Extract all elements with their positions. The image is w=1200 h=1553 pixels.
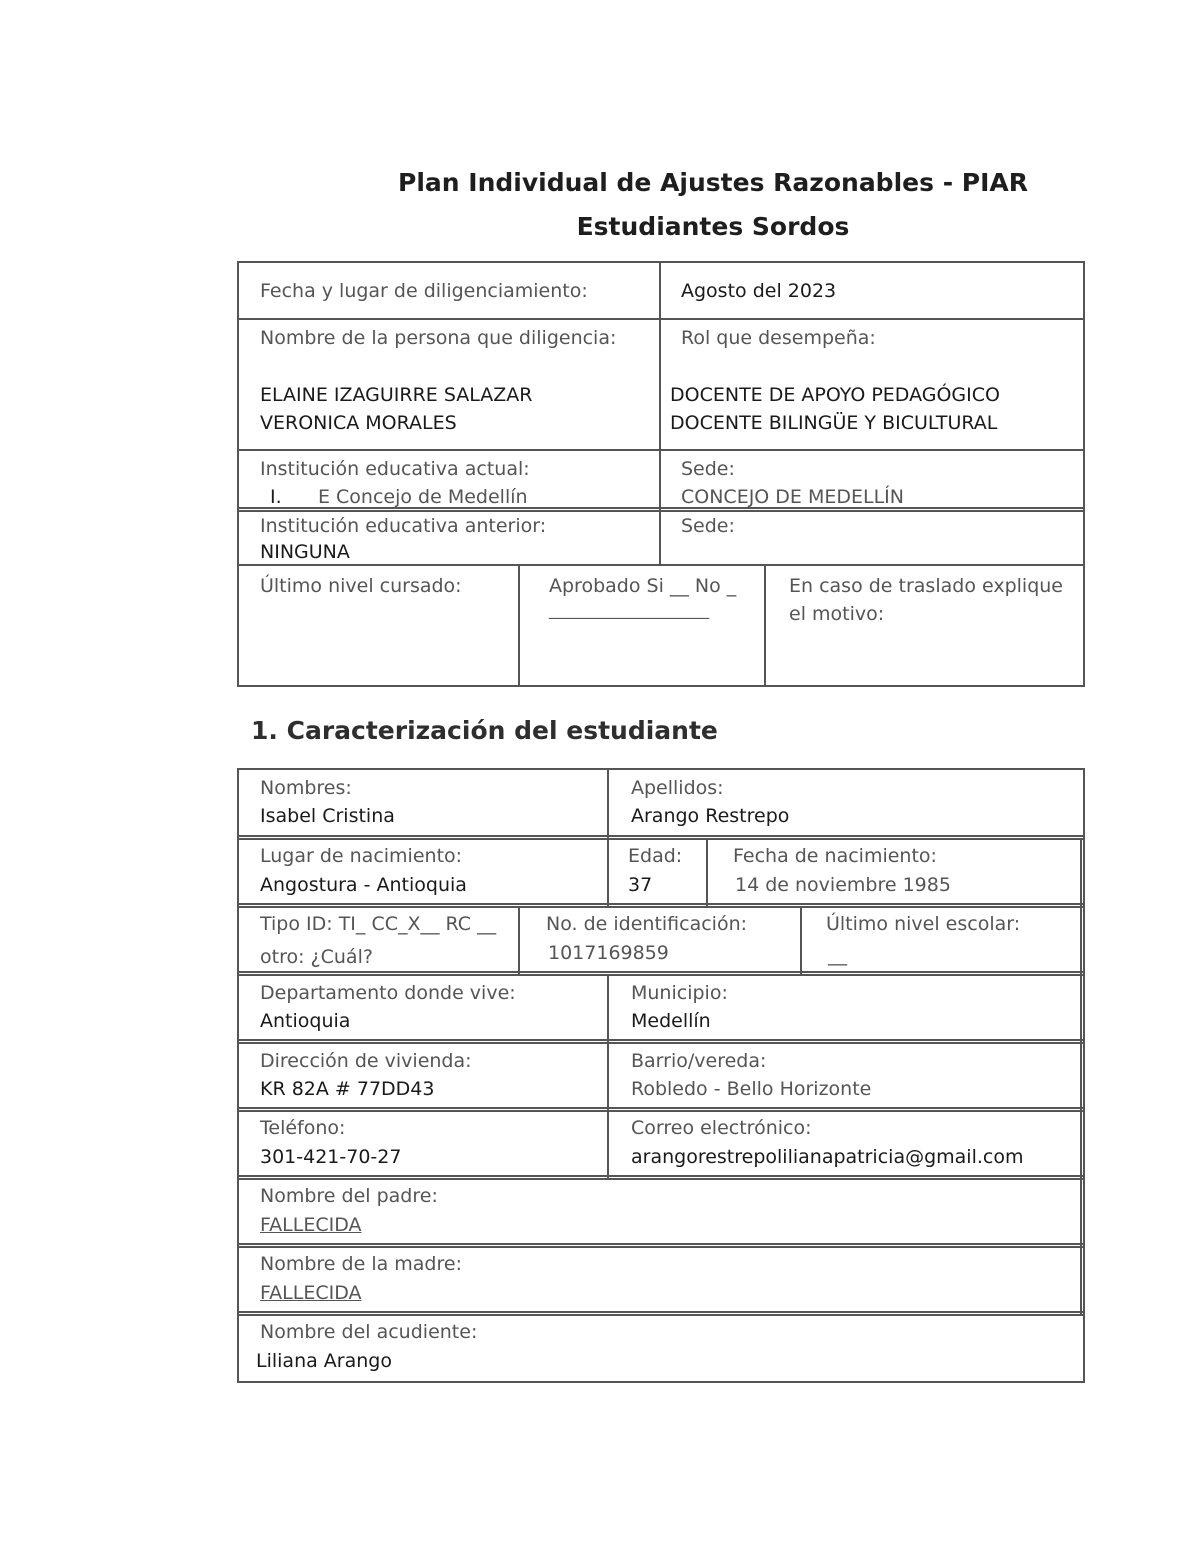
lugar-nacimiento-label: Lugar de nacimiento: <box>260 845 463 867</box>
barrio-value: Robledo - Bello Horizonte <box>631 1078 872 1100</box>
traslado-label-2: el motivo: <box>789 603 885 625</box>
inst-anterior-label: Institución educativa anterior: <box>260 515 547 537</box>
departamento-value: Antioquia <box>260 1010 351 1032</box>
sede2-label: Sede: <box>681 515 735 537</box>
document-subtitle: Estudiantes Sordos <box>576 212 850 241</box>
apellidos-value: Arango Restrepo <box>631 805 790 827</box>
inst-anterior-value: NINGUNA <box>260 541 350 563</box>
no-identificacion-value: 1017169859 <box>548 942 669 964</box>
tipo-id-line1: Tipo ID: TI_ CC_X__ RC __ <box>260 913 497 935</box>
acudiente-value: Liliana Arango <box>256 1350 392 1372</box>
telefono-value: 301-421-70-27 <box>260 1146 402 1168</box>
acudiente-label: Nombre del acudiente: <box>260 1321 478 1343</box>
nombres-label: Nombres: <box>260 777 352 799</box>
rol-value-2: DOCENTE BILINGÜE Y BICULTURAL <box>670 412 998 434</box>
section-heading: 1. Caracterización del estudiante <box>251 716 718 745</box>
no-identificacion-label: No. de identificación: <box>546 913 748 935</box>
aprobado-label: Aprobado Si __ No _ <box>549 575 737 597</box>
rol-value-1: DOCENTE DE APOYO PEDAGÓGICO <box>670 384 1000 406</box>
ultimo-nivel-escolar-label: Último nivel escolar: <box>826 913 1021 935</box>
padre-label: Nombre del padre: <box>260 1185 438 1207</box>
lugar-nacimiento-value: Angostura - Antioquia <box>260 874 467 896</box>
ultimo-nivel-label: Último nivel cursado: <box>260 575 462 597</box>
edad-value: 37 <box>628 874 653 896</box>
edad-label: Edad: <box>628 845 683 867</box>
inst-actual-prefix: I. <box>270 486 282 508</box>
departamento-label: Departamento donde vive: <box>260 982 516 1004</box>
aprobado-line: ____________________ <box>549 600 709 619</box>
ultimo-nivel-escolar-value: __ <box>828 944 847 966</box>
sede-label: Sede: <box>681 458 735 480</box>
sede-value: CONCEJO DE MEDELLÍN <box>681 486 904 508</box>
rol-label: Rol que desempeña: <box>681 327 876 349</box>
direccion-label: Dirección de vivienda: <box>260 1050 472 1072</box>
direccion-value: KR 82A # 77DD43 <box>260 1078 435 1100</box>
telefono-label: Teléfono: <box>260 1117 346 1139</box>
fecha-label: Fecha y lugar de diligenciamiento: <box>260 280 588 302</box>
persona-name-1: ELAINE IZAGUIRRE SALAZAR <box>260 384 533 406</box>
correo-label: Correo electrónico: <box>631 1117 812 1139</box>
apellidos-label: Apellidos: <box>631 777 724 799</box>
traslado-label-1: En caso de traslado explique <box>789 575 1063 597</box>
fecha-nacimiento-value: 14 de noviembre 1985 <box>735 874 951 896</box>
barrio-label: Barrio/vereda: <box>631 1050 767 1072</box>
fecha-value: Agosto del 2023 <box>681 280 837 302</box>
persona-name-2: VERONICA MORALES <box>260 412 457 434</box>
correo-value: arangorestrepolilianapatricia@gmail.com <box>631 1146 1024 1168</box>
fecha-nacimiento-label: Fecha de nacimiento: <box>733 845 937 867</box>
nombres-value: Isabel Cristina <box>260 805 395 827</box>
document-title: Plan Individual de Ajustes Razonables - PIAR <box>398 168 1028 197</box>
municipio-label: Municipio: <box>631 982 728 1004</box>
madre-value: FALLECIDA <box>260 1282 362 1304</box>
padre-value: FALLECIDA <box>260 1214 362 1236</box>
persona-label: Nombre de la persona que diligencia: <box>260 327 617 349</box>
inst-actual-label: Institución educativa actual: <box>260 458 530 480</box>
madre-label: Nombre de la madre: <box>260 1253 462 1275</box>
inst-actual-value: E Concejo de Medellín <box>318 486 528 508</box>
municipio-value: Medellín <box>631 1010 711 1032</box>
tipo-id-line2: otro: ¿Cuál? <box>260 946 373 968</box>
